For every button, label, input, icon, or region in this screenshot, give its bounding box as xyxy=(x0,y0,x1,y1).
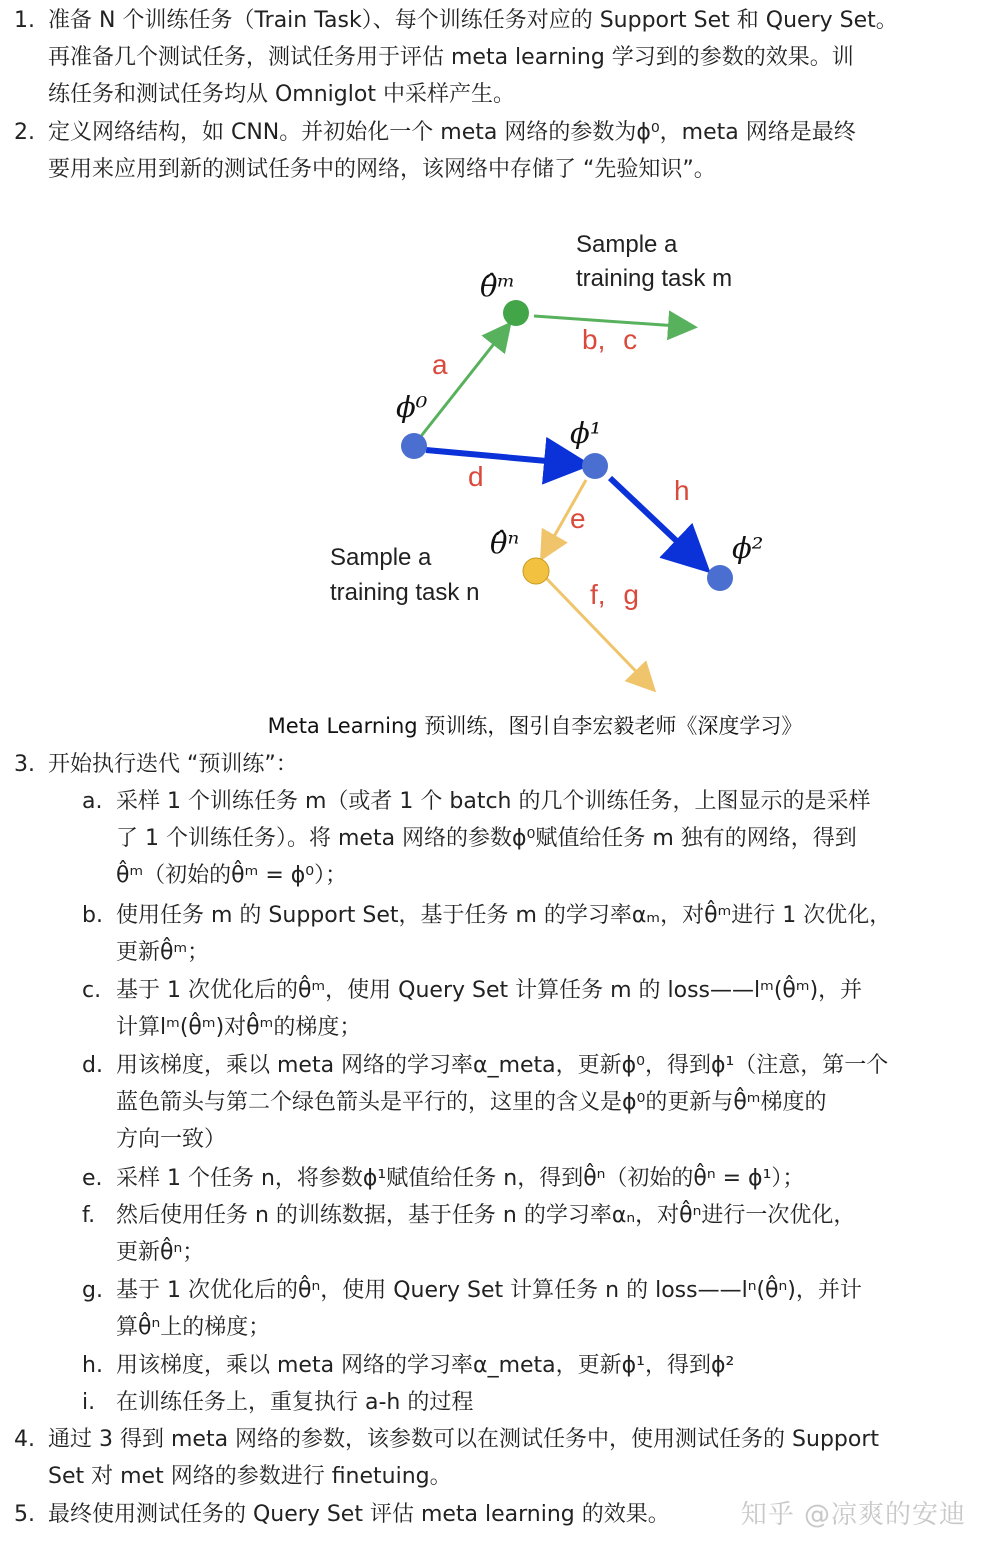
substep-line: 采样 1 个训练任务 m（或者 1 个 batch 的几个训练任务，上图显示的是采样 xyxy=(116,789,871,814)
step-line: Set 对 met 网络的参数进行 finetuing。 xyxy=(48,1464,452,1489)
substep-text xyxy=(116,1272,946,1346)
substep-line: 用该梯度，乘以 meta 网络的学习率α_meta，更新ϕ⁰，得到ϕ¹（注意，第一个 xyxy=(116,1053,889,1078)
substep-text xyxy=(116,1347,946,1384)
edge-label-e: e xyxy=(570,503,586,534)
edge-label-h: h xyxy=(674,475,690,506)
step-number: 4. xyxy=(14,1427,35,1452)
step-number: 5. xyxy=(14,1502,35,1527)
node-theta-n xyxy=(523,558,549,584)
node-phi0 xyxy=(401,433,427,459)
label-phi0: ϕ⁰ xyxy=(396,390,428,424)
substep-line: 用该梯度，乘以 meta 网络的学习率α_meta，更新ϕ¹，得到ϕ² xyxy=(116,1353,735,1378)
step-text xyxy=(48,2,948,113)
label-theta-m: θ̂ᵐ xyxy=(480,269,516,303)
substep-letter: f. xyxy=(82,1203,96,1228)
step-number: 2. xyxy=(14,120,35,145)
substep-letter: d. xyxy=(82,1053,103,1078)
step-line: 定义网络结构，如 CNN。并初始化一个 meta 网络的参数为ϕ⁰，meta 网络是最终 xyxy=(48,120,856,145)
substep-text xyxy=(116,972,946,1046)
substep-letter: b. xyxy=(82,903,103,928)
zhihu-watermark: 知乎 @凉爽的安迪 xyxy=(740,1500,966,1530)
figure-caption: Meta Learning 预训练，图引自李宏毅老师《深度学习》 xyxy=(267,714,803,738)
step-number: 3. xyxy=(14,752,35,777)
substep-line: 使用任务 m 的 Support Set，基于任务 m 的学习率αₘ，对θ̂ᵐ进行 1 次优化， xyxy=(116,903,892,928)
substep-text xyxy=(116,1160,946,1197)
substep-letter: a. xyxy=(82,789,103,814)
label-phi2: ϕ² xyxy=(732,531,764,565)
substep-letter: c. xyxy=(82,978,102,1003)
edge-label-d: d xyxy=(468,461,484,492)
step-line: 要用来应用到新的测试任务中的网络，该网络中存储了 “先验知识”。 xyxy=(48,157,716,182)
sample-m-line2: training task m xyxy=(576,265,733,292)
substep-text xyxy=(116,1047,946,1158)
sample-n-line1: Sample a xyxy=(330,544,432,571)
edge-label-fg: f, g xyxy=(590,579,639,610)
node-phi2 xyxy=(707,565,733,591)
substep-letter: g. xyxy=(82,1278,103,1303)
sample-m-line1: Sample a xyxy=(576,231,678,258)
label-phi1: ϕ¹ xyxy=(570,416,602,450)
substep-line: θ̂ᵐ（初始的θ̂ᵐ = ϕ⁰）； xyxy=(116,863,348,888)
step-number: 1. xyxy=(14,8,35,33)
step-line: 最终使用测试任务的 Query Set 评估 meta learning 的效果。 xyxy=(48,1502,670,1527)
substep-line: 采样 1 个任务 n，将参数ϕ¹赋值给任务 n，得到θ̂ⁿ（初始的θ̂ⁿ = ϕ¹）； xyxy=(116,1166,805,1191)
substep-line: 算θ̂ⁿ上的梯度； xyxy=(116,1315,271,1340)
substep-line: 蓝色箭头与第二个绿色箭头是平行的，这里的含义是ϕ⁰的更新与θ̂ᵐ梯度的 xyxy=(116,1090,827,1115)
step-line: 再准备几个测试任务，测试任务用于评估 meta learning 学习到的参数的效果。训 xyxy=(48,45,854,70)
substep-line: 基于 1 次优化后的θ̂ᵐ，使用 Query Set 计算任务 m 的 loss——lᵐ(θ̂ᵐ)，并 xyxy=(116,978,863,1003)
step-line: 开始执行迭代 “预训练”： xyxy=(48,752,298,777)
substep-line: 在训练任务上，重复执行 a-h 的过程 xyxy=(116,1390,474,1415)
edge-label-a: a xyxy=(432,349,448,380)
substep-letter: h. xyxy=(82,1353,103,1378)
sample-n-line2: training task n xyxy=(330,579,480,606)
substep-line: 方向一致） xyxy=(116,1127,227,1152)
edge-label-bc: b, c xyxy=(582,324,638,355)
figure-svg xyxy=(300,215,800,705)
substep-line: 更新θ̂ⁿ； xyxy=(116,1240,205,1265)
substep-letter: i. xyxy=(82,1390,96,1415)
arrow-d xyxy=(426,450,580,464)
step-text xyxy=(48,746,948,783)
substep-line: 基于 1 次优化后的θ̂ⁿ，使用 Query Set 计算任务 n 的 loss——lⁿ(θ̂ⁿ)，并计 xyxy=(116,1278,862,1303)
step-text xyxy=(48,114,948,188)
step-line: 练任务和测试任务均从 Omniglot 中采样产生。 xyxy=(48,82,515,107)
step-line: 准备 N 个训练任务（Train Task）、每个训练任务对应的 Support Set 和 Query Set。 xyxy=(48,8,898,33)
substep-line: 更新θ̂ᵐ； xyxy=(116,940,210,965)
substep-text xyxy=(116,783,946,894)
label-theta-n: θ̂ⁿ xyxy=(490,526,520,560)
arrow-a xyxy=(418,326,508,440)
step-text xyxy=(48,1421,948,1495)
substep-letter: e. xyxy=(82,1166,103,1191)
meta-learning-figure xyxy=(300,215,800,705)
substep-line: 计算lᵐ(θ̂ᵐ)对θ̂ᵐ的梯度； xyxy=(116,1015,362,1040)
substep-text xyxy=(116,1197,946,1271)
node-theta-m xyxy=(503,300,529,326)
substep-line: 了 1 个训练任务）。将 meta 网络的参数ϕ⁰赋值给任务 m 独有的网络，得到 xyxy=(116,826,857,851)
substep-text xyxy=(116,897,946,971)
node-phi1 xyxy=(582,453,608,479)
substep-line: 然后使用任务 n 的训练数据，基于任务 n 的学习率αₙ，对θ̂ⁿ进行一次优化， xyxy=(116,1203,856,1228)
substep-text xyxy=(116,1384,946,1421)
step-line: 通过 3 得到 meta 网络的参数，该参数可以在测试任务中，使用测试任务的 Support xyxy=(48,1427,880,1452)
